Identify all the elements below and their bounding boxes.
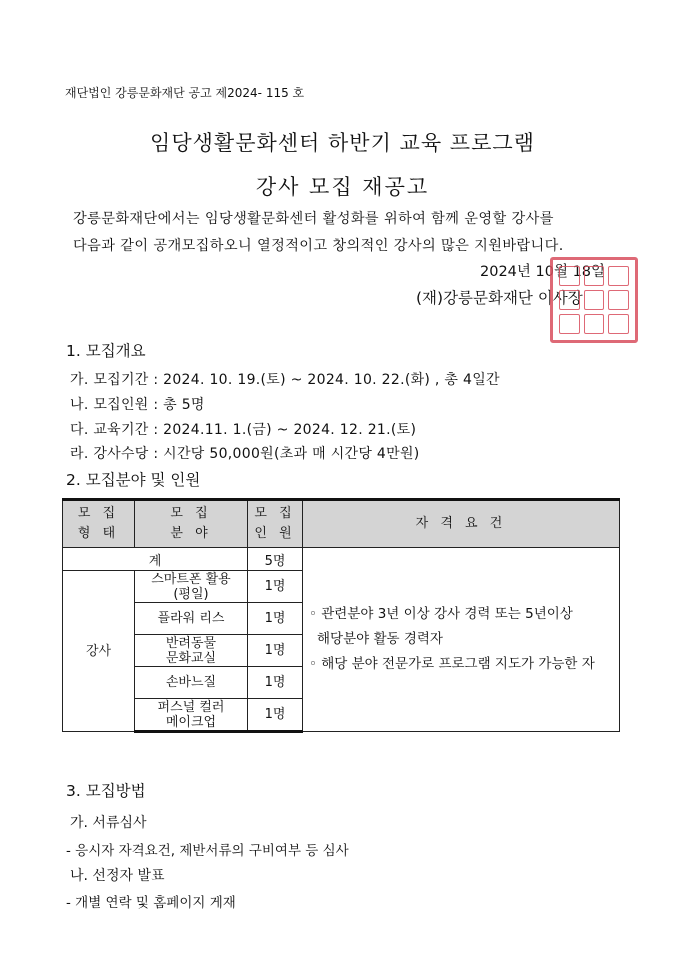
total-label: 계: [63, 548, 248, 571]
count-cell: 1명: [248, 571, 303, 603]
method-detail: - 응시자 자격요건, 제반서류의 구비여부 등 심사: [66, 843, 349, 859]
count-cell: 1명: [248, 603, 303, 635]
method-item: 나. 선정자 발표: [70, 868, 165, 884]
announcement-number: 재단법인 강릉문화재단 공고 제2024- 115 호: [65, 86, 305, 100]
section-3-heading: 3. 모집방법: [66, 782, 146, 800]
section-2-heading: 2. 모집분야 및 인원: [66, 471, 201, 489]
header-field: 모 집 분 야: [135, 500, 248, 548]
method-detail: - 개별 연락 및 홈페이지 게재: [66, 895, 236, 911]
header-count: 모 집 인 원: [248, 500, 303, 548]
intro-text-line-1: 강릉문화재단에서는 임당생활문화센터 활성화를 위하여 함께 운영할 강사를: [73, 211, 554, 227]
qualifications-cell: [303, 548, 620, 732]
overview-item-headcount: 나. 모집인원 : 총 5명: [70, 397, 205, 413]
signatory: (재)강릉문화재단 이사장: [416, 289, 583, 307]
qualification-line: 해당분야 활동 경력자: [317, 631, 443, 647]
intro-text-line-2: 다음과 같이 공개모집하오니 열정적이고 창의적인 강사의 많은 지원바랍니다.: [73, 238, 564, 254]
field-cell: 플라워 리스: [135, 603, 248, 635]
field-cell: 반려동물 문화교실: [135, 635, 248, 667]
issue-date: 2024년 10월 18일: [480, 264, 606, 280]
count-cell: 1명: [248, 635, 303, 667]
overview-item-fee: 라. 강사수당 : 시간당 50,000원(초과 매 시간당 4만원): [70, 446, 420, 462]
section-1-heading: 1. 모집개요: [66, 342, 146, 360]
document-title: 임당생활문화센터 하반기 교육 프로그램: [150, 131, 535, 155]
field-cell: 퍼스널 컬러 메이크업: [135, 699, 248, 732]
recruitment-table: [62, 498, 620, 733]
field-cell: 스마트폰 활용 (평일): [135, 571, 248, 603]
method-item: 가. 서류심사: [70, 815, 147, 831]
overview-item-education-period: 다. 교육기간 : 2024.11. 1.(금) ~ 2024. 12. 21.(토): [70, 422, 417, 438]
count-cell: 1명: [248, 667, 303, 699]
header-qualifications: 자 격 요 건: [303, 500, 620, 548]
document-subtitle: 강사 모집 재공고: [255, 175, 430, 199]
official-seal-icon: [550, 257, 638, 343]
total-count: 5명: [248, 548, 303, 571]
qualification-line: ◦ 해당 분야 전문가로 프로그램 지도가 가능한 자: [309, 656, 595, 672]
type-cell: 강사: [63, 571, 135, 732]
overview-item-period: 가. 모집기간 : 2024. 10. 19.(토) ~ 2024. 10. 22.(화) , 총 4일간: [70, 372, 500, 388]
qualification-line: ◦ 관련분야 3년 이상 강사 경력 또는 5년이상: [309, 606, 573, 622]
count-cell: 1명: [248, 699, 303, 732]
header-type: 모 집 형 태: [63, 500, 135, 548]
field-cell: 손바느질: [135, 667, 248, 699]
